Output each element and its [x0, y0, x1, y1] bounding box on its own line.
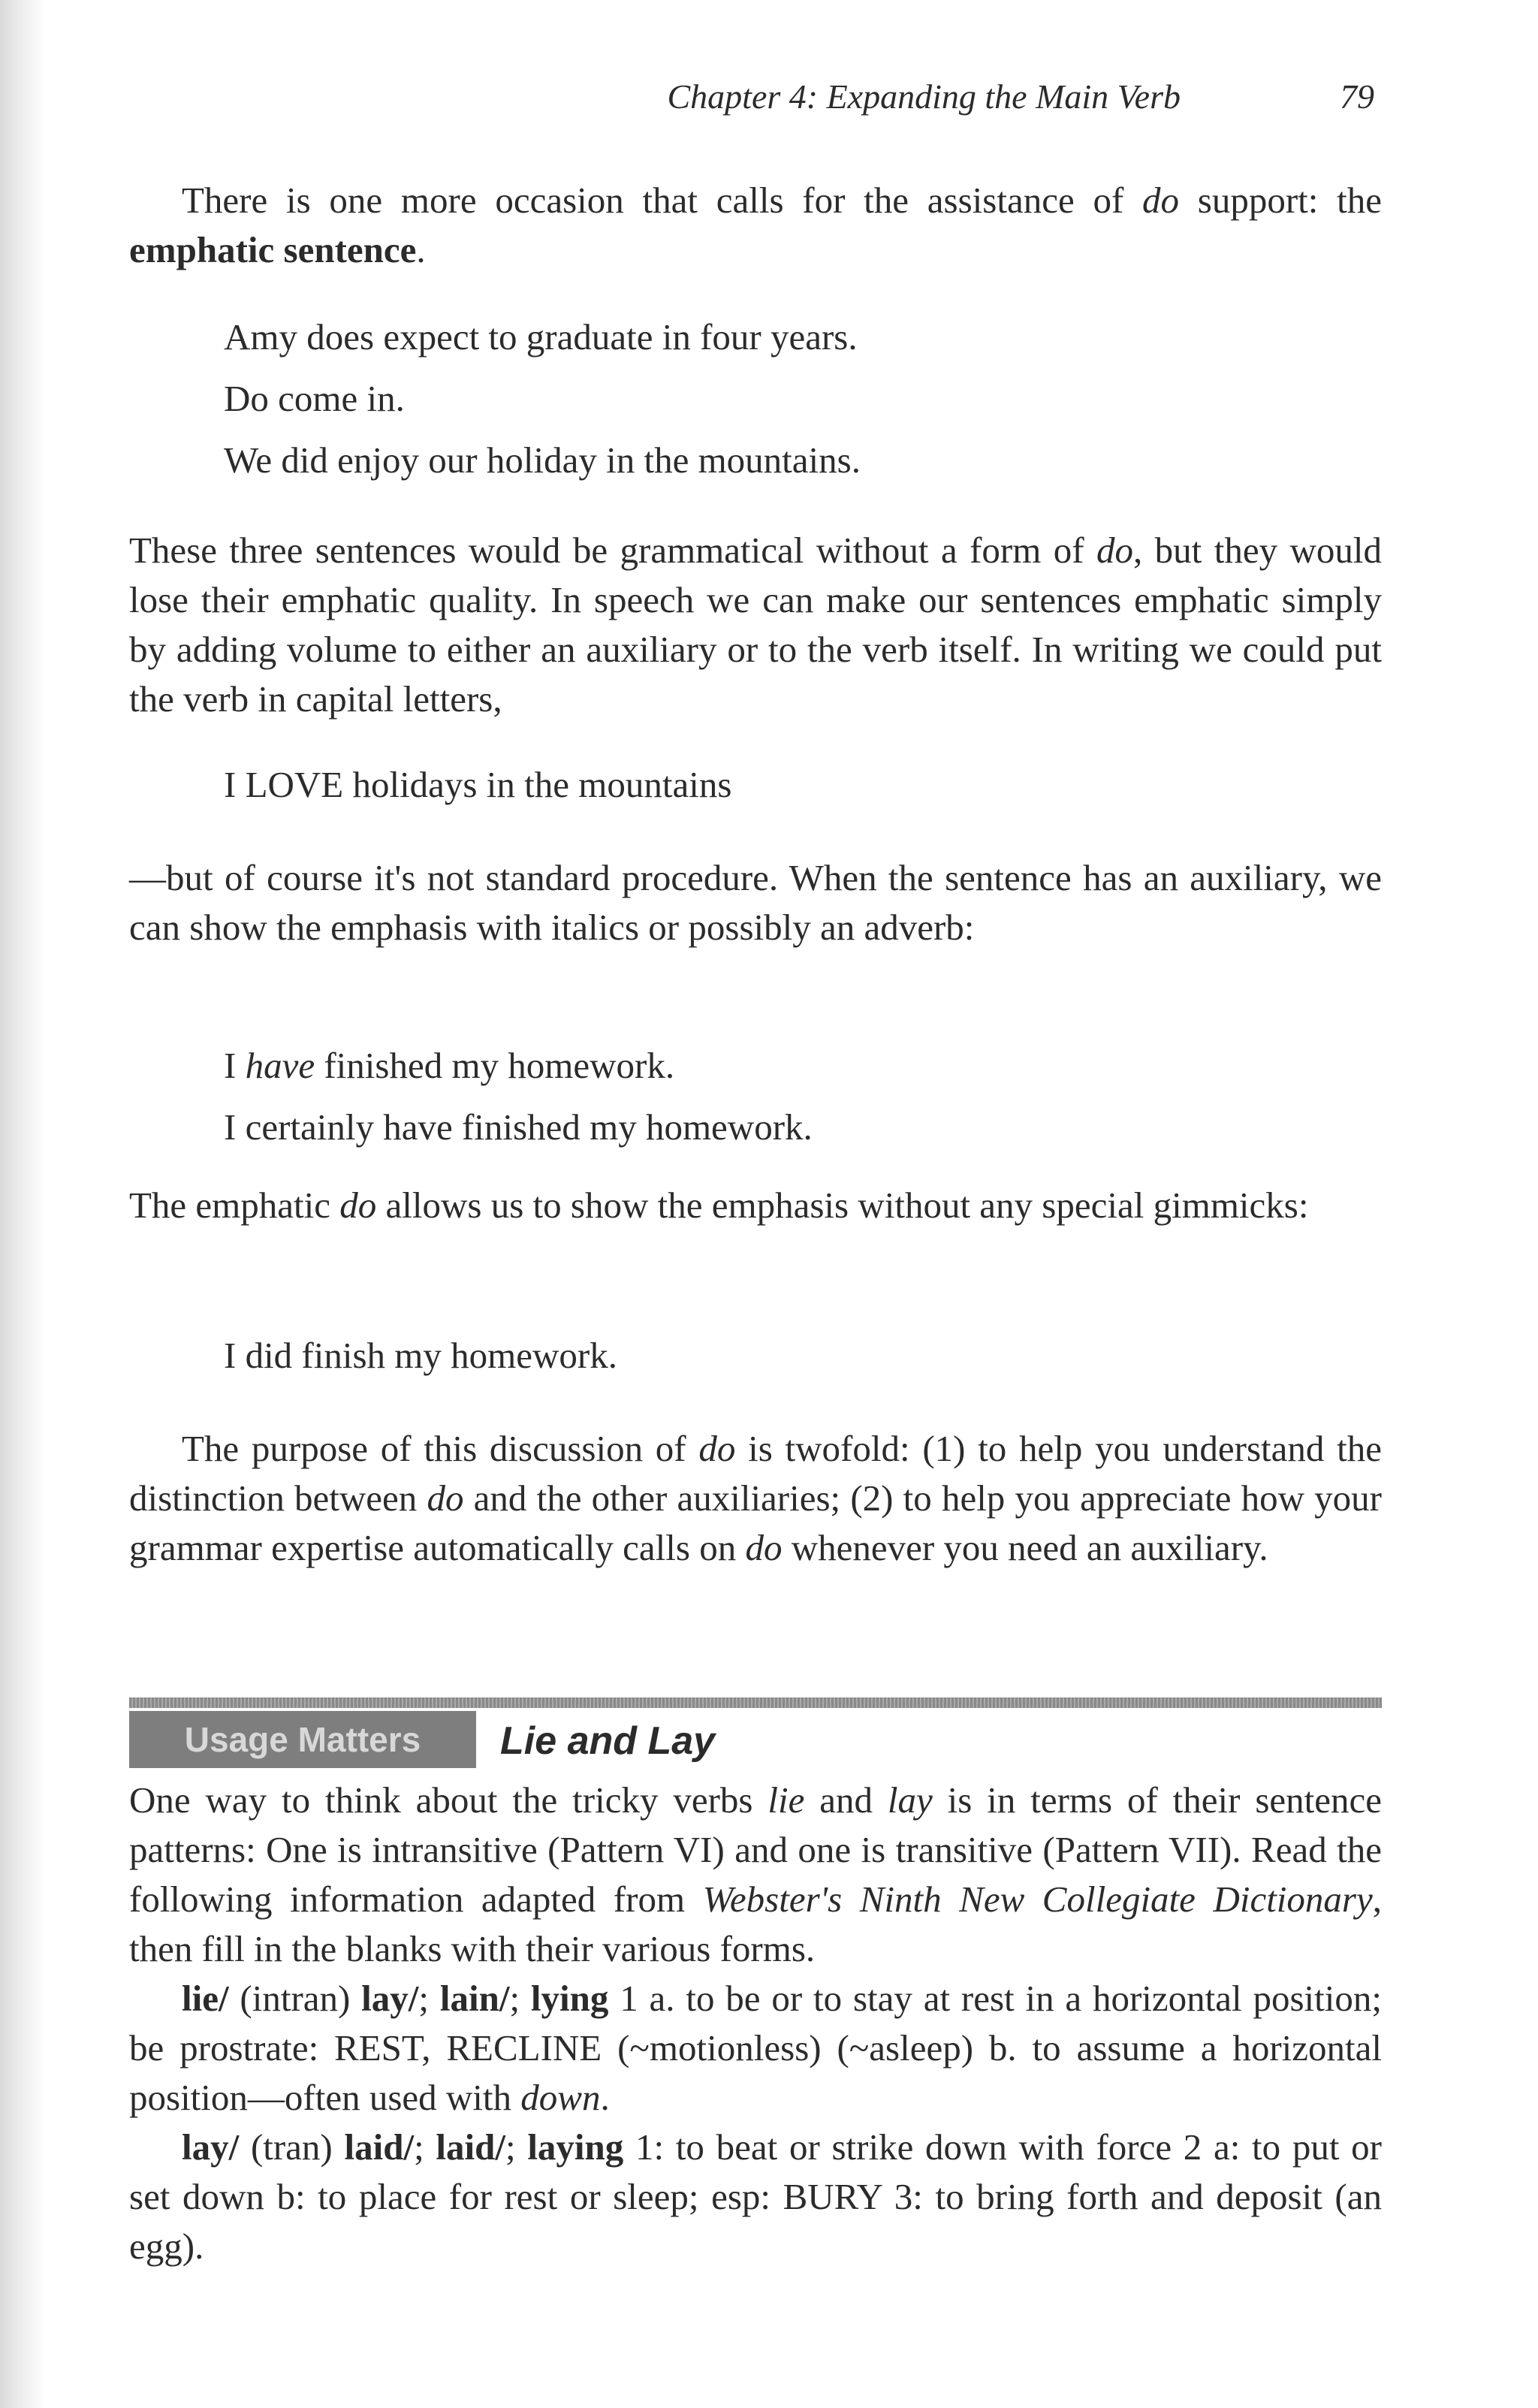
text-run: One way to think about the tricky verbs: [129, 1779, 768, 1821]
text-run: .: [416, 229, 426, 270]
example-sentence: Do come in.: [224, 378, 405, 419]
chapter-title: Chapter 4: Expanding the Main Verb: [667, 77, 1181, 116]
text-run: (tran): [239, 2126, 345, 2168]
text-run: 1: to beat or strike down with force 2 a: to put or set down b: to place for rest or sleep; esp: BURY 3: to bring forth and deposit (an egg).: [129, 2126, 1382, 2267]
text-run: ;: [509, 1978, 531, 2019]
text-run: is in terms of their sentence patterns: One is intransitive (Pattern VI) and one is transitive (Pattern VII). Read the following information adapted from: [129, 1779, 1383, 1920]
text-run: ;: [418, 1978, 440, 2019]
italic-term: do: [1142, 180, 1180, 221]
text-run: support: the: [1179, 180, 1383, 221]
page-gutter-shadow: [0, 0, 45, 2408]
bold-term: emphatic sentence: [129, 229, 417, 270]
paragraph-purpose: [129, 1424, 1382, 1573]
text-run: and the other auxiliaries; (2) to help you appreciate how your grammar expertise automatically calls on: [129, 1477, 1382, 1568]
example-sentence: We did enjoy our holiday in the mountains.: [224, 439, 861, 481]
example-sentence: I LOVE holidays in the mountains: [224, 764, 732, 805]
paragraph: [129, 526, 1382, 724]
example-sentence: I did finish my homework.: [224, 1335, 617, 1376]
italic-term: have: [245, 1045, 315, 1086]
text-run: .: [600, 2077, 610, 2118]
paragraph-standard-procedure: [129, 853, 1382, 952]
text-run: , then fill in the blanks with their various forms.: [129, 1878, 1382, 1969]
example-sentence: [224, 1041, 674, 1091]
text-run: (intran): [228, 1978, 362, 2019]
text-run: allows us to show the emphasis without any special gimmicks:: [376, 1184, 1309, 1226]
paragraph: —but of course it's not standard procedure. When the sentence has an auxiliary, we can show the emphasis with italics or possibly an adverb:: [129, 857, 1382, 948]
text-run: These three sentences would be grammatical without a form of: [129, 530, 1097, 571]
text-run: 1 a. to be or to stay at rest in a horizontal position; be prostrate: REST, RECLINE (~motionless) (~asleep) b. to assume a horizontal position—often used with: [129, 1978, 1382, 2118]
italic-term: do: [427, 1477, 464, 1519]
dictionary-entry-lie: [129, 1974, 1382, 2123]
usage-matters-label: Usage Matters: [129, 1711, 476, 1768]
usage-section-title: Lie and Lay: [500, 1719, 716, 1763]
page-number: 79: [1340, 77, 1374, 116]
usage-body: [129, 1776, 1382, 2271]
italic-term: do: [1096, 530, 1134, 571]
paragraph: [129, 1776, 1382, 1974]
bold-term: lie/: [182, 1978, 229, 2019]
italic-term: lie: [767, 1779, 805, 1821]
example-sentence: I certainly have finished my homework.: [224, 1106, 813, 1148]
example-sentence: Amy does expect to graduate in four years.: [224, 316, 858, 358]
paragraph-grammatical: [129, 526, 1382, 724]
text-run: There is one more occasion that calls for the assistance of: [182, 180, 1143, 221]
bold-term: lay/: [182, 2126, 240, 2168]
banner-rule: [129, 1697, 1382, 1708]
running-head: [135, 77, 1374, 122]
text-run: and: [804, 1779, 888, 1821]
text-run: ;: [505, 2126, 528, 2168]
bold-term: lain/: [439, 1978, 510, 2019]
text-run: , but they would lose their emphatic quality. In speech we can make our sentences emphatic simply by adding volume to either an auxiliary or to the verb itself. In writing we could put the verb in capital letters,: [129, 530, 1382, 720]
bold-term: lying: [530, 1978, 609, 2019]
bold-term: laid/: [344, 2126, 415, 2168]
italic-term: do: [745, 1527, 783, 1568]
dictionary-entry-lay: [129, 2123, 1382, 2271]
text-run: ;: [414, 2126, 436, 2168]
paragraph: [129, 176, 1382, 275]
bold-term: laying: [527, 2126, 624, 2168]
paragraph-emphatic-intro: [129, 176, 1382, 275]
paragraph: [129, 1181, 1382, 1230]
usage-matters-banner: [129, 1697, 1382, 1767]
italic-term: do: [698, 1428, 736, 1469]
text-run: finished my homework.: [315, 1045, 675, 1086]
bold-term: lay/: [361, 1978, 419, 2019]
text-run: The emphatic: [129, 1184, 340, 1226]
italic-term: down: [520, 2077, 601, 2118]
text-run: is twofold: (1) to help you understand the distinction between: [129, 1428, 1382, 1519]
italic-term: do: [339, 1184, 377, 1226]
italic-term: lay: [887, 1779, 933, 1821]
bold-term: laid/: [436, 2126, 505, 2168]
paragraph-emphatic-do: [129, 1181, 1382, 1230]
italic-term: Webster's Ninth New Collegiate Dictionary: [702, 1878, 1373, 1920]
text-run: whenever you need an auxiliary.: [782, 1527, 1268, 1568]
text-run: I: [224, 1045, 246, 1086]
text-run: The purpose of this discussion of: [182, 1428, 699, 1469]
paragraph: [129, 1424, 1382, 1573]
